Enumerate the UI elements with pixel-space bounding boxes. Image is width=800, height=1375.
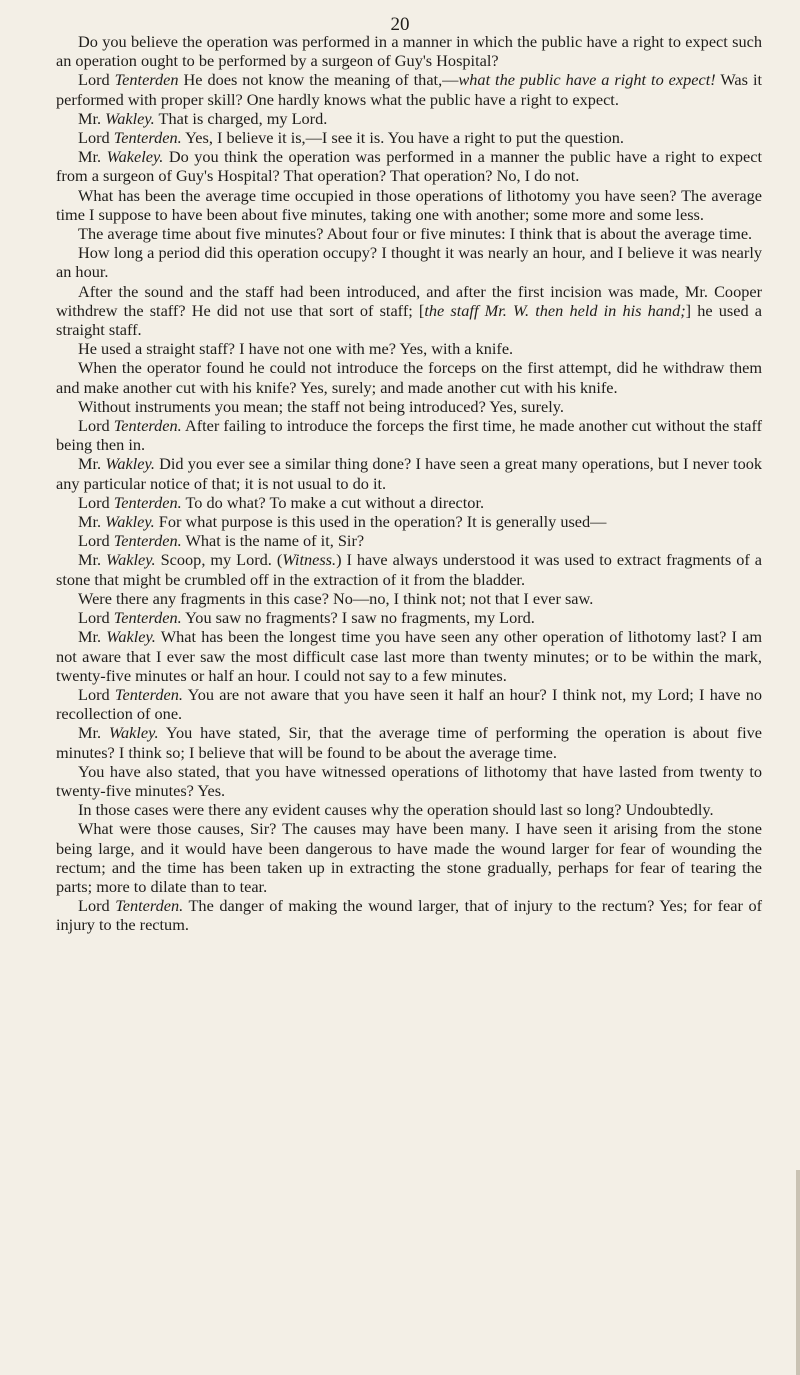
paragraph [56,243,762,281]
text-run: He does not know the meaning of that,— [178,70,459,90]
text-run: Scoop, my Lord. ( [155,550,283,570]
text-run: Lord [78,416,114,436]
paragraph [56,531,762,550]
page-number: 20 [390,14,410,35]
italic-text: Wakley. [106,627,156,647]
paragraph [56,723,762,761]
paragraph [56,512,762,531]
text-run: Did you ever see a similar thing done? I have seen a great many operations, but I never took any particular notice of that; it is not usual to do it. [56,454,763,493]
text-run: Mr. [78,550,107,570]
text-run: You are not aware that you have seen it half an hour? I think not, my Lord; I have no recollection of one. [56,684,762,724]
paragraph [56,70,762,108]
text-run: Without instruments you mean; the staff not being introduced? Yes, surely. [78,396,564,416]
text-run: After the sound and the staff had been introduced, and after the first incision was made, Mr. Cooper withdrew the staff? He did not use that sort of staff; [ [56,281,762,320]
paragraph [56,800,762,819]
paragraph [56,128,762,147]
text-run: Do you believe the operation was performed in a manner in which the public have a right to expect such an operation ought to be performed by a surgeon of Guy's Hospital? [56,32,762,71]
paragraph [56,358,762,396]
paragraph [56,493,762,512]
paragraph [56,550,762,588]
paragraph [56,819,762,896]
text-run: Lord [78,492,114,512]
italic-text: Tenterden. [113,608,182,628]
italic-text: Wakley. [106,550,156,570]
text-run: In those cases were there any evident causes why the operation should last so long? Undoubtedly. [78,800,714,820]
text-run: You have stated, Sir, that the average time of performing the operation is about five minutes? I think so; I believe that will be found to be about the average time. [56,723,763,762]
text-run: Mr. [78,627,107,647]
text-run: What has been the average time occupied in those operations of lithotomy you have seen? The average time I suppose to have been about five minutes, taking one with another; some more and some less. [56,185,762,224]
paragraph [56,32,762,70]
paragraph [56,224,762,243]
italic-text: Tenterden. [113,128,182,148]
text-run: Yes, I believe it is,—I see it is. You have a right to put the question. [181,128,624,148]
text-run: How long a period did this operation occupy? I thought it was nearly an hour, and I believe it was nearly an hour. [56,243,762,282]
text-run: What has been the longest time you have seen any other operation of lithotomy last? I am not aware that I ever saw the most difficult case last more than twenty minutes; or to be within the mark, twenty-five minutes or half an hour. I could not say to a few minutes. [56,627,762,685]
text-run: The average time about five minutes? About four or five minutes: I think that is about the average time. [78,224,753,244]
paragraph [56,608,762,627]
paragraph [56,339,762,358]
italic-text: what the public have a right to expect! [458,70,716,90]
italic-text: Tenterden [114,70,179,90]
text-run: That is charged, my Lord. [154,108,328,128]
paragraph [56,282,762,340]
text-run: He used a straight staff? I have not one with me? Yes, with a knife. [78,339,514,359]
page-body [56,32,762,935]
paragraph [56,896,762,934]
text-run: Mr. [78,108,106,128]
text-run: Lord [78,896,116,916]
text-run: You saw no fragments? I saw no fragments, my Lord. [181,608,535,628]
page-edge-shadow [796,1170,800,1375]
text-run: Lord [78,608,114,628]
paragraph [56,186,762,224]
italic-text: Wakley. [108,723,159,743]
text-run: Mr. [78,723,109,743]
paragraph [56,762,762,800]
text-run: To do what? To make a cut without a director. [181,492,485,512]
text-run: Lord [78,684,115,704]
text-run: Do you think the operation was performed in a manner the public have a right to expect from a surgeon of Guy's Hospital? That operation? That operation? No, I do not. [56,147,763,186]
text-run: You have also stated, that you have witnessed operations of lithotomy that have lasted from twenty to twenty-five minutes? Yes. [56,761,762,800]
italic-text: Wakeley. [106,147,164,167]
paragraph [56,685,762,723]
italic-text: Tenterden. [113,531,182,551]
italic-text: Wakley. [105,108,155,128]
italic-text: Tenterden. [113,416,182,436]
paragraph [56,454,762,492]
text-run: Lord [78,70,115,90]
text-run: Was it performed with proper skill? One hardly knows what the public have a right to expect. [56,70,762,109]
paragraph [56,627,762,685]
paragraph [56,109,762,128]
italic-text: Witness. [282,550,337,570]
italic-text: Tenterden. [114,684,183,704]
text-run: What is the name of it, Sir? [181,531,365,551]
italic-text: Tenterden. [115,896,184,916]
text-run: Mr. [78,147,107,167]
paragraph [56,589,762,608]
paragraph [56,397,762,416]
text-run: Lord [78,531,114,551]
text-run: The danger of making the wound larger, that of injury to the rectum? Yes; for fear of injury to the rectum. [56,896,763,935]
text-run: Mr. [78,512,106,532]
italic-text: Tenterden. [113,492,182,512]
text-run: ) I have always understood it was used to extract fragments of a stone that might be crumbled off in the extraction of it from the bladder. [56,550,762,589]
text-run: After failing to introduce the forceps the first time, he made another cut without the staff being then in. [56,416,762,455]
text-run: When the operator found he could not introduce the forceps on the first attempt, did he withdraw them and make another cut with his knife? Yes, surely; and made another cut with his knife. [56,358,762,397]
text-run: Mr. [78,454,106,474]
paragraph [56,416,762,454]
text-run: ] he used a straight staff. [56,300,762,340]
paragraph [56,147,762,185]
italic-text: Wakley. [105,512,155,532]
italic-text: the staff Mr. W. then held in his hand; [424,300,686,320]
text-run: Lord [78,128,114,148]
text-run: Were there any fragments in this case? No—no, I think not; not that I ever saw. [78,588,594,608]
italic-text: Wakley. [105,454,155,474]
text-run: For what purpose is this used in the operation? It is generally used— [154,512,607,532]
text-run: What were those causes, Sir? The causes may have been many. I have seen it arising from the stone being large, and it would have been dangerous to have made the wound larger for fear of wounding the rectum; and the time has been taken up in extracting the stone gradually, perhaps for fear of tearing the parts; more to dilate than to tear. [56,819,762,896]
